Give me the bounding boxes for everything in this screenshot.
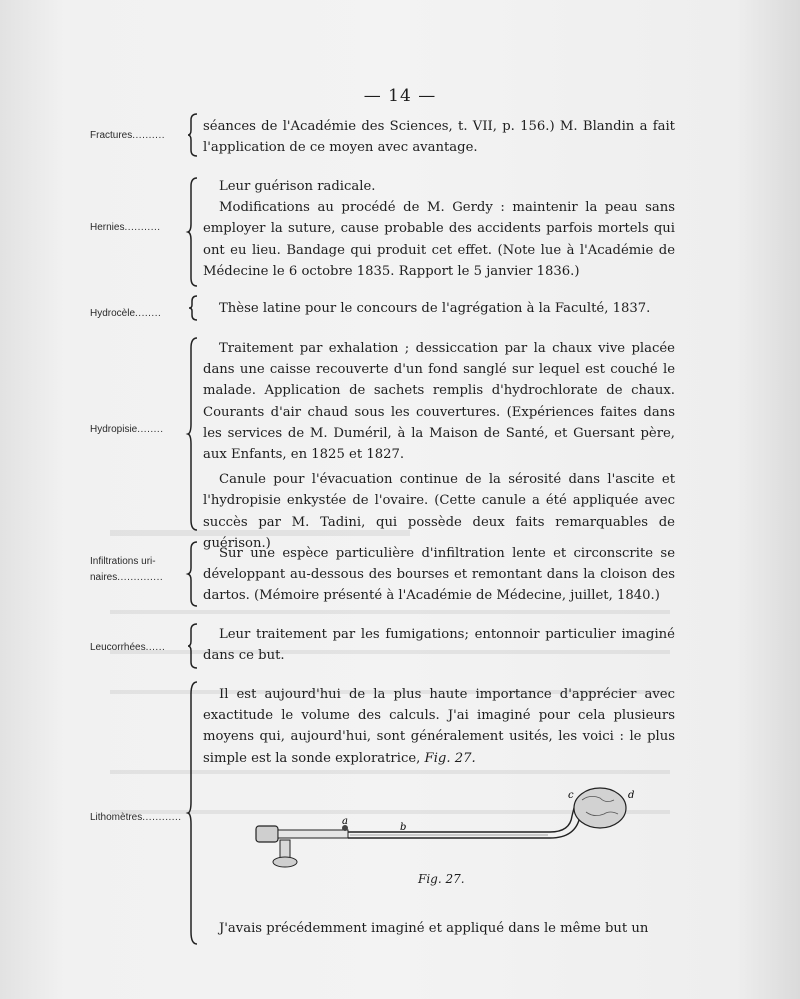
figure-27 [250, 786, 640, 871]
brace-hydrocele [187, 294, 199, 322]
figure-letter-a: a [342, 816, 348, 827]
label-text: Hydrocèle [90, 308, 136, 319]
entry-infiltrations [203, 543, 675, 607]
paragraph: Traitement par exhalation ; dessiccation par la chaux vive placée dans une caisse recouverte d'un fond sanglé sur lequel est couché le malade. Application de sachets remplis d'hydrochlorate de chaux. Courants d'air chaud sous les couvertures. (Expériences faites dans les services de M. Duméril, à la Maison de Santé, et Guersant père, aux Enfants, en 1825 et 1827. [203, 341, 675, 463]
entry-hydropisie [203, 338, 675, 554]
label-text: Fractures [90, 130, 133, 141]
sonde-exploratrice-illustration [250, 786, 640, 871]
entry-hernies [203, 176, 675, 282]
paragraph: Canule pour l'évacuation continue de la sérosité dans l'ascite et l'hydropisie enkystée de l'ovaire. (Cette canule a été appliquée avec succès par M. Tadini, qui possède deux faits remarquables de guérison.) [203, 472, 675, 551]
margin-label-leucorrhees [90, 642, 190, 653]
label-text: Lithomètres [90, 812, 143, 823]
figure-letter-d: d [628, 790, 635, 801]
margin-label-infiltrations [90, 554, 190, 586]
brace-hernies [187, 176, 199, 288]
leader-dots: ............ [142, 812, 182, 823]
paragraph: Leur traitement par les fumigations; entonnoir particulier imaginé dans ce but. [203, 627, 675, 664]
margin-label-hydropisie [90, 424, 190, 435]
leader-dots: ........... [124, 222, 161, 233]
entry-fractures [203, 116, 675, 158]
entry-lithometres [203, 684, 675, 769]
entry-lithometres-continued [203, 918, 675, 939]
brace-lithometres [187, 680, 199, 946]
paragraph: séances de l'Académie des Sciences, t. VII, p. 156.) M. Blandin a fait l'application de ce moyen avec avantage. [203, 119, 675, 156]
margin-label-lithometres [90, 812, 190, 823]
leader-dots: .......... [132, 130, 166, 141]
margin-label-hernies [90, 222, 190, 233]
margin-label-hydrocele [90, 308, 190, 319]
paragraph [203, 684, 675, 769]
paragraph: Thèse latine pour le concours de l'agrégation à la Faculté, 1837. [219, 301, 651, 316]
label-text-line1: Infiltrations uri- [90, 556, 156, 567]
paragraph: Leur guérison radicale. [219, 179, 376, 194]
paragraph: Sur une espèce particulière d'infiltration lente et circonscrite se développant au-dessous des bourses et remontant dans la cloison des dartos. (Mémoire présenté à l'Académie de Médecine, juillet, 1840.) [203, 546, 675, 604]
figure-letter-b: b [400, 822, 407, 833]
paragraph: Modifications au procédé de M. Gerdy : maintenir la peau sans employer la suture, cause probable des accidents parfois mortels qui ont eu lieu. Bandage qui produit cet effet. (Note lue à l'Académie de Médecine le 6 octobre 1835. Rapport le 5 janvier 1836.) [203, 200, 675, 279]
label-text: Leucorrhées [90, 642, 146, 653]
brace-infiltrations [187, 540, 199, 608]
brace-fractures [187, 112, 199, 158]
paragraph-text: Il est aujourd'hui de la plus haute importance d'apprécier avec exactitude le volume des calculs. J'ai imaginé pour cela plusieurs moyens qui, aujourd'hui, sont généralement usités, les voici : le plus simple est la sonde exploratrice, [203, 687, 675, 766]
figure-caption: Fig. 27. [418, 872, 465, 886]
entry-leucorrhees [203, 624, 675, 666]
figure-letter-c: c [568, 790, 574, 801]
paragraph: J'avais précédemment imaginé et appliqué dans le même but un [219, 921, 649, 936]
leader-dots: ...... [145, 642, 166, 653]
leader-dots: ........ [135, 308, 162, 319]
page-number: — 14 — [363, 86, 437, 106]
label-text: Hernies [90, 222, 125, 233]
brace-leucorrhees [187, 622, 199, 670]
figure-reference: Fig. 27. [424, 750, 476, 766]
leader-dots: .............. [117, 572, 164, 583]
leader-dots: ........ [137, 424, 164, 435]
label-text-line2: naires [90, 572, 118, 583]
margin-label-fractures [90, 130, 190, 141]
label-text: Hydropisie [90, 424, 138, 435]
brace-hydropisie [187, 336, 199, 532]
entry-hydrocele [203, 298, 675, 319]
